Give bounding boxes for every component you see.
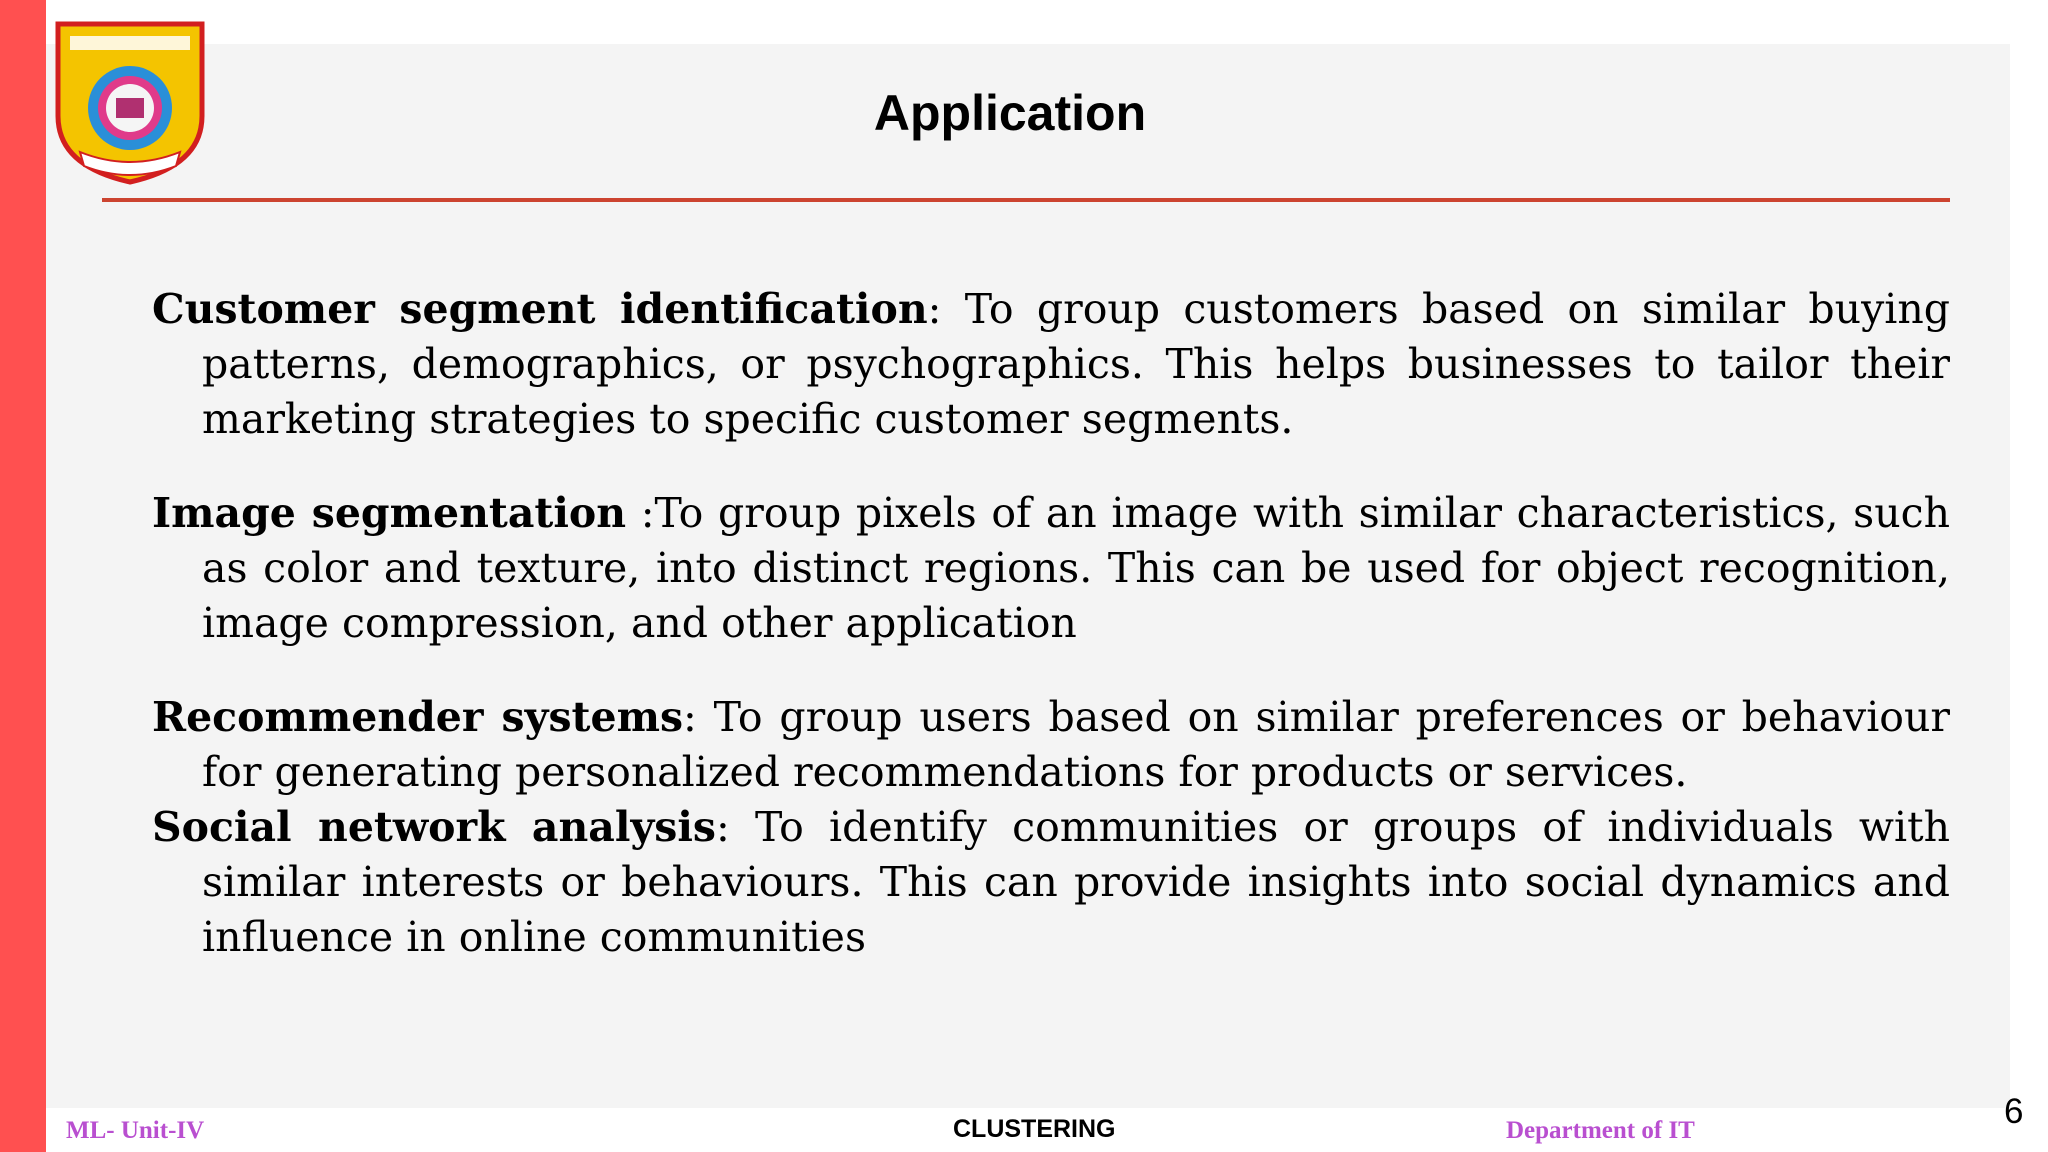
left-accent-bar [0,0,46,1152]
footer-topic-label: CLUSTERING [953,1115,1116,1143]
application-item [152,282,1950,447]
item-term: Customer segment identification [152,285,928,333]
item-term: Social network analysis [152,803,717,851]
item-description: : To group users based on similar preferences or behaviour for generating personalized recommendations for products or services. [202,693,1950,796]
item-description: : To identify communities or groups of individuals with similar interests or behaviours. This can provide insights into social dynamics and influence in online communities [202,803,1951,961]
title-divider [102,198,1950,202]
item-term: Image segmentation [152,489,627,537]
slide-title: Application [873,85,1147,141]
slide-content [152,282,1950,965]
item-term: Recommender systems [152,693,684,741]
application-item [152,690,1950,800]
application-item [152,486,1950,651]
application-item [152,800,1950,965]
footer-unit-label: ML- Unit-IV [66,1117,205,1144]
footer-department-label: Department of IT [1506,1117,1695,1144]
item-description: :To group pixels of an image with similar characteristics, such as color and texture, into distinct regions. This can be used for object recognition, image compression, and other application [202,489,1950,647]
page-number: 6 [2004,1092,2024,1131]
item-description: : To group customers based on similar buying patterns, demographics, or psychographics. This helps businesses to tailor their marketing strategies to specific customer segments. [202,285,1950,443]
